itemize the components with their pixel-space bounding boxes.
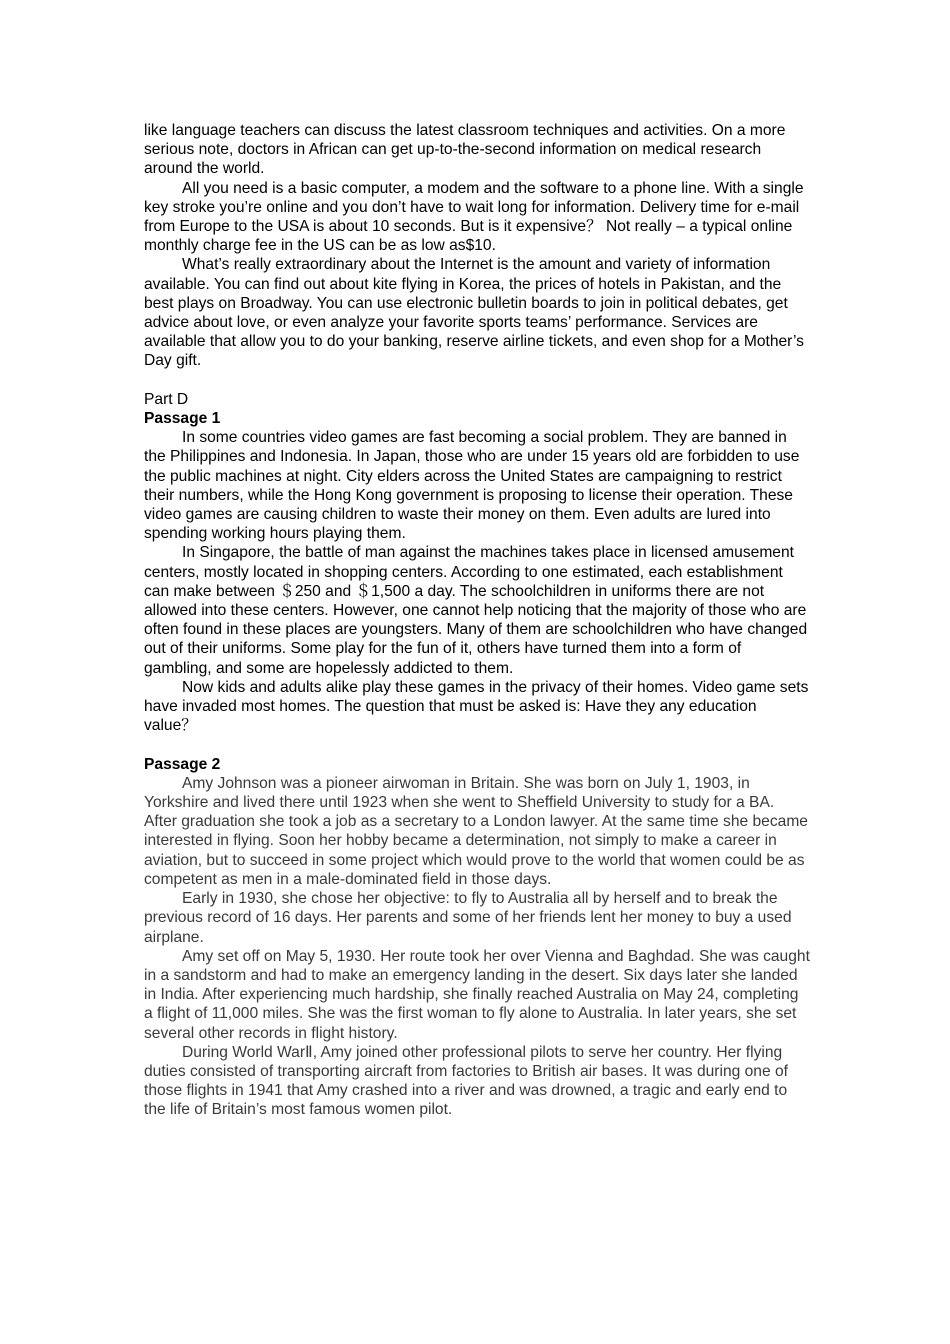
passage-1-paragraph-3: Now kids and adults alike play these games in the privacy of their homes. Video game sets have invaded most homes. The question that must be asked is: Have they any education value？ bbox=[144, 678, 809, 735]
passage-2-paragraph-3: Amy set off on May 5, 1930. Her route took her over Vienna and Baghdad. She was caught in a sandstorm and had to make an emergency landing in the desert. Six days later she landed in India. After experiencing much hardship, she finally reached Australia on May 24, completing a flight of 11,000 miles. She was the first woman to fly alone to Australia. In later years, she set several other records in flight history. bbox=[144, 947, 810, 1042]
passage-2-paragraph-4: During World WarⅡ, Amy joined other professional pilots to serve her country. Her flying duties consisted of transporting aircraft from factories to British air bases. It was during one of those flights in 1941 that Amy crashed into a river and was drowned, a tragic and early end to the life of Britain’s most famous women pilot. bbox=[144, 1043, 788, 1119]
part-d-heading: Part D bbox=[144, 390, 189, 408]
passage-2-title: Passage 2 bbox=[144, 755, 221, 773]
passage-2-paragraph-2: Early in 1930, she chose her objective: to fly to Australia all by herself and to break the previous record of 16 days. Her parents and some of her friends lent her money to buy a used airplane. bbox=[144, 890, 792, 946]
passage-2-paragraph-1: Amy Johnson was a pioneer airwoman in Britain. She was born on July 1, 1903, in Yorkshire and lived there until 1923 when she went to Sheffield University to study for a BA. After graduation she took a job as a secretary to a London lawyer. At the same time she became interested in flying. Soon her hobby became a determination, not simply to make a career in aviation, but to succeed in some project which would prove to the world that women could be as competent as men in a male-dominated field in those days. bbox=[144, 774, 808, 888]
spacer bbox=[144, 735, 810, 754]
intro-paragraph-1: like language teachers can discuss the latest classroom techniques and activities. On a more serious note, doctors in African can get up-to-the-second information on medical research around the world. bbox=[144, 122, 786, 178]
passage-1-paragraph-2: In Singapore, the battle of man against the machines takes place in licensed amusement centers, mostly located in shopping centers. According to one estimated, each establishment can make between ＄250 and ＄1,500 a day. The schoolchildren in uniforms there are not allowed into these centers. However, one cannot help noticing that the majority of those who are often found in these places are youngsters. Many of them are schoolchildren who have changed out of their uniforms. Some play for the fun of it, others have turned them into a form of gambling, and some are hopelessly addicted to them. bbox=[144, 544, 808, 677]
spacer bbox=[144, 371, 810, 390]
passage-1-paragraph-1: In some countries video games are fast becoming a social problem. They are banned in the Philippines and Indonesia. In Japan, those who are under 15 years old are forbidden to use the public machines at night. City elders across the United States are campaigning to restrict their numbers, while the Hong Kong government is proposing to license their operation. These video games are causing children to waste their money on them. Even adults are lured into spending working hours playing them. bbox=[144, 429, 800, 543]
intro-paragraph-3: What’s really extraordinary about the Internet is the amount and variety of information available. You can find out about kite flying in Korea, the prices of hotels in Pakistan, and the best plays on Broadway. You can use electronic bulletin boards to join in political debates, get advice about love, or even analyze your favorite sports teams’ performance. Services are available that allow you to do your banking, reserve airline tickets, and even shop for a Mother’s Day gift. bbox=[144, 256, 804, 370]
document-page bbox=[144, 121, 810, 1120]
passage-1-title: Passage 1 bbox=[144, 410, 221, 428]
intro-paragraph-2: All you need is a basic computer, a modem and the software to a phone line. With a single key stroke you’re online and you don’t have to wait long for information. Delivery time for e-mail from Europe to the USA is about 10 seconds. But is it expensive？ Not really – a typical online monthly charge fee in the US can be as low as$10. bbox=[144, 179, 804, 255]
